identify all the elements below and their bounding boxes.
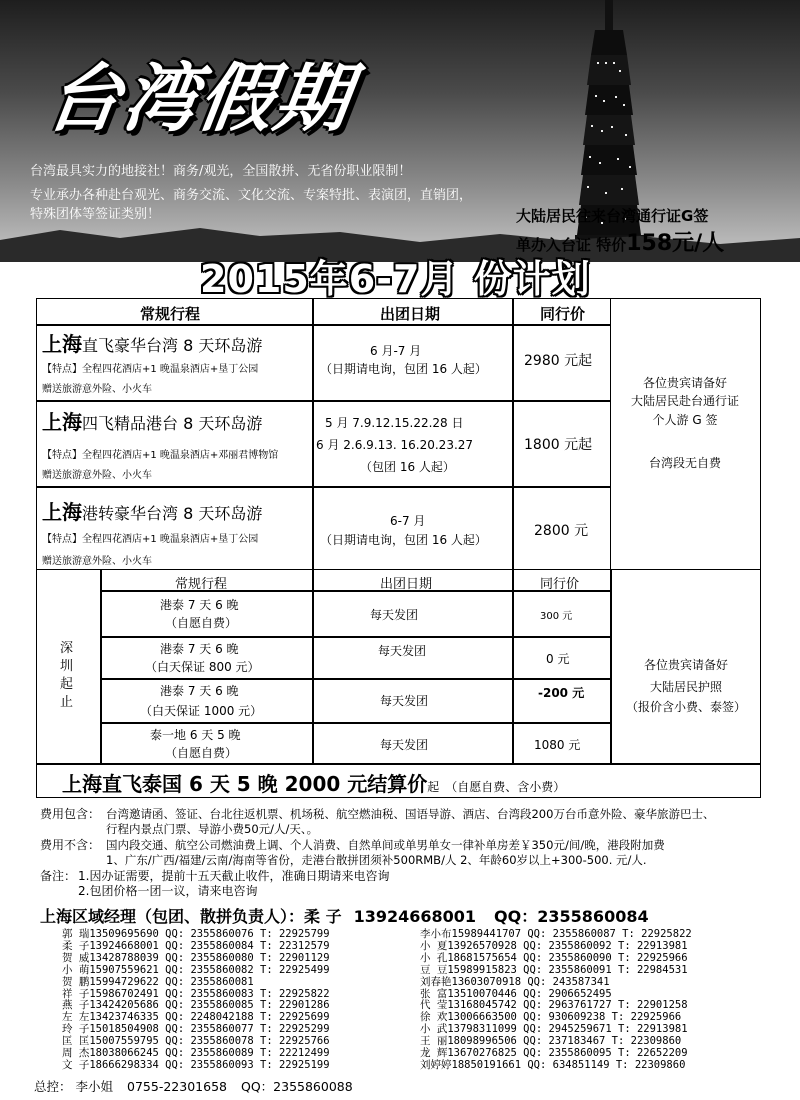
contact-row: 张 富13510070446 QQ: 2906652495	[420, 987, 612, 1000]
row-divider	[100, 678, 611, 680]
contact-row: 刘婷婷18850191661 QQ: 634851149 T: 22309860	[420, 1058, 686, 1071]
col-header-route: 常规行程	[140, 305, 201, 323]
side-char: 止	[60, 695, 74, 710]
col-header-price: 同行价	[540, 577, 580, 592]
contact-row: 豆 豆15989915823 QQ: 2355860091 T: 22984531	[420, 963, 688, 976]
manager-qq: 2355860084	[537, 907, 649, 926]
col-divider	[610, 570, 612, 764]
sz-route-line1: 港泰 7 天 6 晚	[160, 684, 239, 698]
tour-route-title	[42, 406, 262, 435]
regional-manager	[40, 904, 649, 927]
contacts-left	[62, 929, 330, 1072]
tour-route-title	[42, 496, 262, 525]
fee-include-label: 费用包含：	[40, 807, 101, 821]
route-city: 上海	[42, 410, 82, 434]
contact-row: 贺 威13428788039 QQ: 2355860080 T: 22901129	[62, 951, 330, 964]
contact-row: 郭 瑞13509695690 QQ: 2355860076 T: 22925799	[62, 928, 330, 940]
side-char: 起	[60, 677, 74, 692]
col-divider	[312, 570, 314, 764]
contact-row: 燕 子13424205686 QQ: 2355860085 T: 22901286	[62, 999, 330, 1012]
fee-include: 台湾邀请函、签证、台北往返机票、机场税、航空燃油税、国语导游、酒店、台湾段200万台币意外险、豪华旅游巴士、	[106, 807, 715, 821]
sz-date: 每天发团	[378, 644, 427, 658]
col-divider	[512, 570, 514, 764]
note-line: 各位贵宾请备好	[642, 376, 727, 390]
remark: 1.因办证需要，提前十五天截止收件，准确日期请来电咨询	[78, 869, 390, 883]
footer-phone: 0755-22301658	[127, 1079, 227, 1094]
route-city: 上海	[42, 500, 82, 524]
page-title: 台湾假期	[41, 56, 358, 142]
footer-label: 总控：	[34, 1079, 72, 1094]
sz-route-line2: （白天保证 800 元）	[145, 660, 260, 674]
note-line: 个人游 G 签	[652, 413, 718, 427]
remark: 2.包团价格一团一议，请来电咨询	[78, 884, 258, 898]
tour-extra: 赠送旅游意外险、小火车	[42, 556, 152, 567]
row-divider	[36, 400, 611, 402]
contact-row: 龙 辉13670276825 QQ: 2355860095 T: 22652209	[420, 1047, 688, 1060]
thailand-main: 上海直飞泰国 6 天 5 晚 2000 元结算价	[62, 772, 428, 796]
contact-row: 徐 欢13006663500 QQ: 930609238 T: 22925966	[420, 1011, 682, 1024]
tour-date: 6 月-7 月	[370, 344, 422, 358]
tour-feature: 【特点】全程四花酒店+1 晚温泉酒店+垦丁公园	[42, 364, 259, 375]
col-divider	[312, 298, 314, 570]
tour-feature: 【特点】全程四花酒店+1 晚温泉酒店+邓丽君博物馆	[42, 450, 279, 461]
route-name: 直飞豪华台湾 8 天环岛游	[82, 336, 263, 355]
manager-label: 上海区域经理（包团、散拼负责人）：柔 子	[40, 907, 342, 926]
footer-name: 李小姐	[75, 1079, 114, 1094]
footer-qq: QQ：2355860088	[240, 1079, 353, 1094]
visa-price-prefix: 单办入台证 特价	[516, 236, 627, 254]
route-name: 四飞精品港台 8 天环岛游	[82, 414, 263, 433]
thailand-suffix: 起	[427, 780, 440, 794]
contact-row: 祥 子15986702491 QQ: 2355860083 T: 22925822	[62, 987, 330, 1000]
tour-date-note: （包团 16 人起）	[360, 460, 455, 474]
tour-date: 6-7 月	[390, 514, 426, 528]
route-city: 上海	[42, 332, 82, 356]
note-line: 大陆居民赴台通行证	[630, 394, 739, 408]
tour-price: 2800 元	[534, 523, 589, 539]
col-header-date: 出团日期	[380, 305, 441, 323]
col-divider	[100, 570, 102, 764]
plan-title: 2015年6-7月 份计划	[200, 257, 591, 301]
intro-line: 特殊团体等签证类别！	[30, 207, 161, 222]
note-line: 台湾段无自费	[648, 456, 721, 470]
sz-route-line2: （白天保证 1000 元）	[140, 704, 263, 718]
tour-extra: 赠送旅游意外险、小火车	[42, 470, 152, 481]
contact-row: 匡 匡15007559795 QQ: 2355860078 T: 22925766	[62, 1035, 330, 1048]
remark-label: 备注：	[40, 869, 77, 883]
sz-price: 1080 元	[534, 738, 581, 752]
tour-date-note: （日期请电询，包团 16 人起）	[320, 362, 487, 376]
contact-row: 小 武13798311099 QQ: 2945259671 T: 22913981	[420, 1023, 688, 1036]
contact-row: 代 莹13168045742 QQ: 2963761727 T: 22901258	[420, 999, 688, 1012]
sz-route-line1: 泰一地 6 天 5 晚	[150, 728, 241, 742]
contacts-right	[420, 929, 692, 1072]
col-header-route: 常规行程	[175, 577, 228, 592]
contact-row: 刘春艳13603070918 QQ: 243587341	[420, 975, 610, 988]
tour-date: 6 月 2.6.9.13. 16.20.23.27	[316, 438, 474, 452]
contact-row: 小 孔18681575654 QQ: 2355860090 T: 22925966	[420, 951, 688, 964]
contact-row: 王 丽18098996506 QQ: 237183467 T: 22309860	[420, 1035, 682, 1048]
sz-date: 每天发团	[380, 738, 429, 752]
footer-control	[34, 1077, 353, 1095]
sz-date: 每天发团	[380, 694, 429, 708]
sz-route-line1: 港泰 7 天 6 晚	[160, 598, 239, 612]
sz-date: 每天发团	[370, 608, 419, 622]
contact-row: 玲 子15018504908 QQ: 2355860077 T: 22925299	[62, 1023, 330, 1036]
contact-row: 小 萌15907559621 QQ: 2355860082 T: 22925499	[62, 963, 330, 976]
row-divider	[36, 486, 611, 488]
route-name: 港转豪华台湾 8 天环岛游	[82, 504, 263, 523]
sz-price: 0 元	[546, 652, 570, 666]
tour-date-note: （日期请电询，包团 16 人起）	[320, 533, 487, 547]
thailand-offer	[62, 768, 565, 797]
col-header-price: 同行价	[540, 305, 586, 323]
contact-row: 小 夏13926570928 QQ: 2355860092 T: 22913981	[420, 939, 688, 952]
contact-row: 贺 鹏15994729622 QQ: 2355860081	[62, 975, 254, 988]
visa-price: 158元/人	[626, 231, 725, 256]
contact-row: 文 子18666298334 QQ: 2355860093 T: 22925199	[62, 1058, 330, 1071]
sz-route-line1: 港泰 7 天 6 晚	[160, 642, 239, 656]
fee-exclude: 国内段交通、航空公司燃油费上调、个人消费、自然单间或单男单女一律补单房差￥350元/间/晚，港段附加费	[106, 838, 665, 852]
contact-row: 左 左13423746335 QQ: 2248042188 T: 22925699	[62, 1011, 330, 1024]
note-line: 各位贵宾请备好	[643, 658, 728, 672]
fee-exclude: 1、广东/广西/福建/云南/海南等省份，走港台散拼团须补500RMB/人 2、年龄60岁以上+300-500. 元/人.	[106, 853, 647, 867]
side-char: 圳	[60, 659, 74, 674]
sz-route-line2: （自愿自费）	[165, 746, 238, 760]
contact-row: 柔 子13924668001 QQ: 2355860084 T: 22312579	[62, 939, 330, 952]
intro-line: 台湾最具实力的地接社！商务/观光，全国散拼、无省份职业限制！	[30, 164, 412, 179]
tour-price: 1800 元起	[524, 437, 593, 453]
col-divider	[512, 298, 514, 570]
sz-price: 300 元	[540, 611, 573, 622]
fee-exclude-label: 费用不含：	[40, 838, 101, 852]
sz-price: -200 元	[538, 686, 585, 700]
row-divider	[36, 324, 611, 326]
tour-extra: 赠送旅游意外险、小火车	[42, 384, 152, 395]
tour-feature: 【特点】全程四花酒店+1 晚温泉酒店+垦丁公园	[42, 534, 259, 545]
side-char: 深	[60, 641, 74, 656]
manager-qq-label: QQ：	[494, 907, 538, 926]
fee-include: 行程内景点门票、导游小费50元/人/天、。	[106, 822, 319, 836]
contact-row: 李小布15989441707 QQ: 2355860087 T: 22925822	[420, 928, 692, 940]
row-divider	[100, 722, 611, 724]
intro-line: 专业承办各种赴台观光、商务交流、文化交流、专案特批、表演团，直销团，	[30, 188, 473, 203]
sz-route-line2: （自愿自费）	[165, 616, 238, 630]
note-line: （报价含小费、泰签）	[625, 700, 746, 714]
tour-price: 2980 元起	[524, 353, 593, 369]
tour-date: 5 月 7.9.12.15.22.28 日	[325, 416, 464, 430]
manager-phone: 13924668001	[353, 907, 477, 926]
note-line: 大陆居民护照	[649, 680, 722, 694]
shenzhen-label	[60, 640, 76, 712]
visa-headline: 大陆居民往来台湾通行证G签	[516, 207, 709, 225]
tour-route-title	[42, 328, 262, 357]
col-header-date: 出团日期	[380, 577, 433, 592]
taiwan-note-cell	[610, 298, 761, 570]
contact-row: 周 杰18038066245 QQ: 2355860089 T: 22212499	[62, 1047, 330, 1060]
row-divider	[100, 636, 611, 638]
thailand-note: （自愿自费、含小费）	[445, 780, 566, 794]
